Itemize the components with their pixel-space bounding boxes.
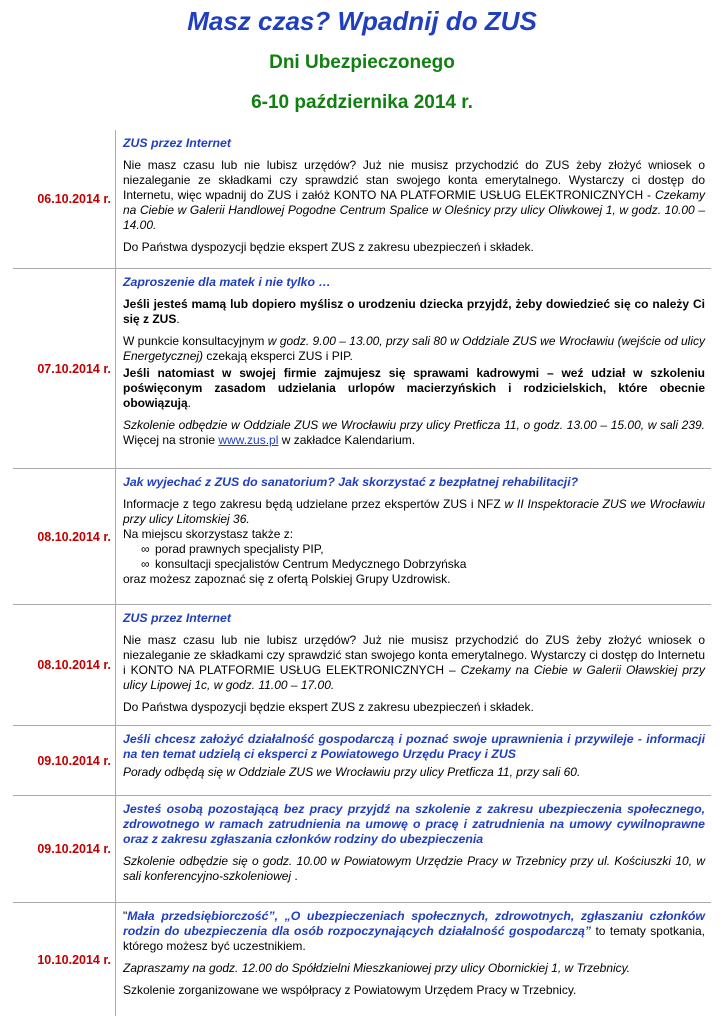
- event-heading: ZUS przez Internet: [123, 611, 231, 625]
- event-paragraph: Do Państwa dyspozycji będzie ekspert ZUS z zakresu ubezpieczeń i składek.: [123, 700, 534, 714]
- event-heading: Jeśli chcesz założyć działalność gospodarczą i poznać swoje uprawnienia i przywileje - informacji na ten temat udzielą ci eksperci z Powiatowego Urzędu Pracy i ZUS: [123, 732, 705, 761]
- list-item-text: porad prawnych specjalisty PIP,: [155, 542, 324, 556]
- event-paragraph: Na miejscu skorzystasz także z:: [123, 527, 294, 541]
- event-paragraph: [123, 497, 705, 527]
- paragraph-text: Nie masz czasu lub nie lubisz urzędów? Już nie musisz przychodzić do ZUS żeby złożyć wniosek o niezaleganie ze składkami czy sprawdzić stan swojego konta emerytalnego. Wystarczy ci dostęp do Internetu i KONTO NA PLATFORMIE USŁUG ELEKTRONICZNYCH –: [123, 633, 705, 677]
- table-row: [13, 130, 711, 268]
- event-heading: Mała przedsiębiorczość”, „O ubezpieczeniach społecznych, zdrowotnych, zgłaszaniu członków rodzin do ubezpieczenia dla osób rozpoczynających działalność gospodarczą”: [123, 909, 705, 938]
- punctuation: .: [291, 869, 298, 883]
- event-paragraph: [123, 158, 705, 233]
- event-date: 10.10.2014 r.: [13, 903, 116, 1016]
- list-item: [123, 557, 705, 572]
- zus-website-link[interactable]: www.zus.pl: [218, 433, 279, 447]
- event-paragraph: [123, 366, 705, 411]
- event-date: 06.10.2014 r.: [13, 130, 116, 268]
- table-row: [13, 795, 711, 902]
- event-paragraph: Porady odbędą się w Oddziale ZUS we Wrocławiu przy ulicy Pretficza 11, przy sali 60.: [123, 765, 581, 779]
- infinity-bullet-icon: ∞: [141, 542, 150, 556]
- event-heading-paragraph: [123, 909, 705, 954]
- paragraph-text: to tematy spotkania, którego możesz być uczestnikiem.: [123, 924, 706, 953]
- quote-mark: ": [123, 909, 128, 923]
- paragraph-text: Informacje z tego zakresu będą udzielane przez ekspertów ZUS i NFZ: [123, 497, 505, 511]
- event-date: 09.10.2014 r.: [13, 726, 116, 795]
- table-row: [13, 902, 711, 1016]
- paragraph-text: W punkcie konsultacyjnym: [123, 334, 268, 348]
- bold-text: Jeśli natomiast w swojej firmie zajmujesz się sprawami kadrowymi – weź udział w szkoleniu poświęconym zasadom udzielania urlopów macierzyńskich i rodzicielskich, które obecnie obowiązują: [123, 366, 705, 410]
- paragraph-text: w zakładce Kalendarium.: [278, 433, 416, 447]
- event-details: [116, 796, 711, 902]
- infinity-bullet-icon: ∞: [141, 557, 150, 571]
- event-paragraph: [123, 297, 705, 327]
- event-details: [116, 726, 711, 795]
- event-details: [116, 903, 711, 1016]
- event-details: [116, 269, 711, 468]
- event-date: 07.10.2014 r.: [13, 269, 116, 468]
- punctuation: .: [187, 396, 192, 410]
- event-paragraph: Szkolenie zorganizowane we współpracy z Powiatowym Urzędem Pracy w Trzebnicy.: [123, 983, 577, 997]
- event-date: 08.10.2014 r.: [13, 469, 116, 604]
- list-item: [123, 542, 705, 557]
- location-text: Szkolenie odbędzie w Oddziale ZUS we Wrocławiu przy ulicy Pretficza 11, o godz. 13.00 – 15.00, w sali 239.: [123, 418, 705, 432]
- event-details: [116, 130, 711, 268]
- event-paragraph: Zapraszamy na godz. 12.00 do Spółdzielni Mieszkaniowej przy ulicy Obornickiej 1, w Trzebnicy.: [123, 961, 631, 975]
- paragraph-text: czekają eksperci ZUS i PIP.: [203, 349, 353, 363]
- bold-text: Jeśli jesteś mamą lub dopiero myślisz o urodzeniu dziecka przyjdź, żeby dowiedzieć się co należy Ci się z ZUS: [123, 297, 705, 326]
- event-heading: ZUS przez Internet: [123, 136, 231, 150]
- location-text: Czekamy na Ciebie w Galerii Handlowej Pogodne Centrum Spalice w Oleśnicy przy ulicy Oliwkowej 1, w godz. 10.00 – 14.00.: [123, 188, 705, 232]
- event-date: 08.10.2014 r.: [13, 605, 116, 725]
- page-title: Masz czas? Wpadnij do ZUS: [187, 6, 537, 36]
- table-row: [13, 468, 711, 604]
- event-heading: Jak wyjechać z ZUS do sanatorium? Jak skorzystać z bezpłatnej rehabilitacji?: [123, 475, 579, 489]
- event-paragraph: [123, 418, 705, 448]
- date-range: 6-10 października 2014 r.: [251, 92, 473, 113]
- location-text: Szkolenie odbędzie się o godz. 10.00 w Powiatowym Urzędzie Pracy w Trzebnicy przy ul. Kościuszki 10, w sali konferencyjno-szkoleniowej: [123, 854, 705, 883]
- event-heading: Zaproszenie dla matek i nie tylko …: [123, 275, 331, 289]
- location-text: Czekamy na Ciebie w Galerii Oławskiej przy ulicy Lipowej 1c, w godz. 11.00 – 17.00.: [123, 663, 705, 692]
- event-paragraph: oraz możesz zapoznać się z ofertą Polskiej Grupy Uzdrowisk.: [123, 572, 451, 586]
- paragraph-text: Nie masz czasu lub nie lubisz urzędów? Już nie musisz przychodzić do ZUS żeby złożyć wniosek o niezaleganie ze składkami czy sprawdzić stan swojego konta emerytalnego. Wystarczy ci dostęp do Internetu, więc wpadnij do ZUS i załóż KONTO NA PLATFORMIE USŁUG ELEKTRONICZNYCH -: [123, 158, 705, 202]
- event-heading: Jesteś osobą pozostającą bez pracy przyjdź na szkolenie z zakresu ubezpieczenia społecznego, zdrowotnego w ramach zatrudnienia na umowę o pracę i zatrudnienia na umowy cywilnoprawne oraz z zakresu zgłaszania członków rodziny do ubezpieczenia: [123, 802, 705, 846]
- list-item-text: konsultacji specjalistów Centrum Medycznego Dobrzyńska: [155, 557, 467, 571]
- event-paragraph: [123, 633, 705, 693]
- event-paragraph: Do Państwa dyspozycji będzie ekspert ZUS z zakresu ubezpieczeń i składek.: [123, 240, 534, 254]
- event-details: [116, 605, 711, 725]
- location-text: w godz. 9.00 – 13.00, przy sali 80 w Oddziale ZUS we Wrocławiu (wejście od ulicy Energetycznej): [123, 334, 705, 363]
- punctuation: .: [176, 312, 180, 326]
- page-subtitle: Dni Ubezpieczonego: [269, 52, 455, 73]
- table-row: [13, 604, 711, 725]
- event-date: 09.10.2014 r.: [13, 796, 116, 902]
- schedule-table: [13, 130, 711, 1016]
- paragraph-text: Więcej na stronie: [123, 433, 219, 447]
- event-paragraph: [123, 854, 705, 884]
- location-text: w II Inspektoracie ZUS we Wrocławiu przy ulicy Litomskiej 36.: [123, 497, 706, 526]
- event-details: [116, 469, 711, 604]
- table-row: [13, 268, 711, 468]
- table-row: [13, 725, 711, 795]
- event-paragraph: [123, 334, 705, 364]
